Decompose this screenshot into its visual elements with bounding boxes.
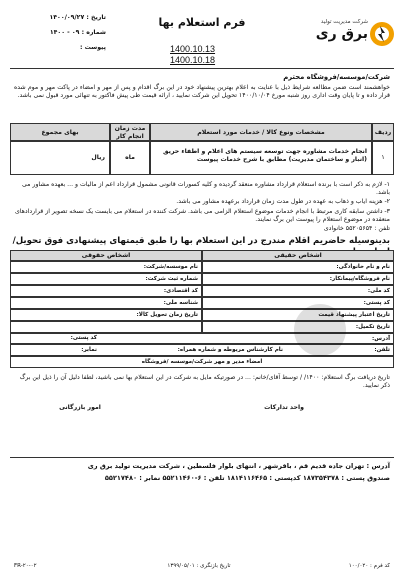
items-table (10, 123, 394, 175)
phone-label[interactable]: تلفن: (374, 347, 390, 353)
row-total: ریال (10, 141, 110, 175)
term-3: ۳- داشتن سابقه کاری مرتبط با انجام خدمات موضوع استعلام الزامی می باشد. شرکت کننده در استعلام می بایست یک نسخه تصویر از قراردادهای منعقده در موضوع استعلام را پیوست این برگ نمایند. (14, 208, 390, 223)
real-validity-field[interactable]: تاریخ اعتبار پیشنهاد قیمت (202, 309, 394, 321)
legal-company-field[interactable]: نام موسسه/شرکت: (10, 261, 202, 273)
term-2: ۲- هزینه ایاب و ذهاب به عهده در طول مدت زمان قرارداد برعهده مشاور می باشد. (176, 198, 390, 205)
rep-label[interactable]: نام کارشناس مربوطه و شماره همراه: (177, 347, 283, 353)
real-name-field[interactable]: نام و نام خانوادگی: (202, 261, 394, 273)
issue-date: تاریخ بازنگری : ۱۳۹۹/۰۵/۰۱ (167, 563, 231, 569)
legal-delivery-field[interactable]: تاریخ زمان تحویل کالا: (10, 309, 202, 321)
term-1: ۱- لازم به ذکر است با برنده استعلام قرارداد مشاوره منعقد گردیده و کلیه کسورات قانونی مشمول قرارداد اعم از مالیات و ... بعهده مشاور می باشد. (22, 181, 390, 196)
row-duration: ماه (110, 141, 150, 175)
row-description: انجام خدمات مشاوره جهت توسعه سیستم های اعلام و اطفاء حریق (انبار و ساختمان مدیریت) مطابق با شرح خدمات پیوست (150, 141, 372, 175)
fax-label[interactable]: نمابر: (81, 347, 97, 353)
legal-econ-code-field[interactable]: کد اقتصادی: (10, 285, 202, 297)
legal-reg-field[interactable]: شماره ثبت شرکت: (10, 273, 202, 285)
company-logo (294, 14, 394, 54)
company-big-name: برق ری (315, 26, 368, 42)
signature-field[interactable]: امضاء مدیر و مهر شرکت/موسسه /فروشگاه (10, 356, 394, 368)
real-postal-field[interactable]: کد پستی: (202, 297, 394, 309)
legal-national-id-field[interactable]: شناسه ملی: (10, 297, 202, 309)
form-code-left: FR-۲۰-۰۲ (14, 563, 37, 569)
real-national-id-field[interactable]: کد ملی: (202, 285, 394, 297)
title-date-2: 1400.10.18 (170, 55, 216, 65)
footer-divider (10, 457, 394, 458)
offer-title: بدینوسیله حاضریم اقلام مندرج در این استعلام بها را طبق قیمتهای پیشنهادی فوق تحویل/ (12, 236, 390, 246)
watermark (60, 300, 350, 360)
real-completion-field[interactable]: تاریخ تکمیل: (202, 321, 394, 333)
company-small-name: شرکت مدیریت تولید (320, 19, 368, 25)
recipient-heading: شرکت/موسسه/فروشگاه محترم (283, 73, 390, 81)
title-date-1: 1400.10.13 (170, 44, 216, 54)
form-title: فرم استعلام بها (158, 16, 246, 29)
col-time-header: مدت زمان انجام کار (110, 123, 150, 141)
intro-paragraph: خواهشمند است ضمن مطالعه شرایط ذیل با عنایت به اعلام بهترین پیشنهاد خود در این برگ اقدام و پس از مهر و امضاء در پاکت مهر و موم شده قرار داده و تا پایان وقت اداری روز شنبه مورخ ۱۴۰۰/۱۰/۰۴ تحویل این شرکت نمایید ، ارائه قیمت طی پیش فاکتور به تنهائی مورد قبول نمی باشد. (14, 84, 390, 99)
col-total-header: بهای مجموع (10, 123, 110, 141)
col-desc-header: مشخصات ونوع کالا / خدمات مورد استعلام (150, 123, 372, 141)
receipt-note: تاریخ دریافت برگ استعلام: ۱۴۰۰/ / توسط آقای/خانم: ... در صورتیکه مایل به شرکت در این استعلام بها نمی باشید، لطفا دلیل آن را ذیل این برگ ذکر نمایید. (19, 374, 390, 389)
term-phone: تلفن : ۵۵۲۰۵۶۵۴ خانوادی (323, 225, 390, 232)
form-code-right: کد فرم : ۱۰۰/۰۲۰ (348, 563, 390, 569)
legal-persons-header: اشخاص حقوقی (10, 250, 202, 261)
row-number: ۱ (372, 141, 394, 175)
attachment-label: پیوست : (80, 44, 106, 51)
commerce-affairs-label: امور بازرگانی (59, 404, 101, 411)
col-row-header: ردیف (372, 123, 394, 141)
real-shop-field[interactable]: نام فروشگاه/پیمانکار: (202, 273, 394, 285)
real-persons-header: اشخاص حقیقی (202, 250, 394, 261)
date-label: تاریخ : ۱۴۰۰/۰۹/۲۷ (49, 14, 106, 21)
postal-label[interactable]: کد پستی: (70, 335, 97, 341)
notes-area[interactable] (10, 418, 394, 454)
supply-unit-label: واحد تدارکات (264, 404, 304, 411)
address-field[interactable]: آدرس: (10, 333, 394, 344)
footer-postal: صندوق پستی : ۱۸۷۳۵۴۳۷۸ کدپستی : ۱۸۱۴۱۱۶۴۶۵ تلفن : ۶-۵۵۲۱۱۴۶۰ نمابر : ۵۵۲۱۷۴۸۰ (104, 474, 390, 482)
footer-address: آدرس : تهران جاده قدیم قم ، باقرشهر ، انتهای بلوار فلسطین ، شرکت مدیریت تولید برق ری (87, 462, 390, 470)
header-divider (10, 68, 394, 69)
number-label: شماره : ۰۹ - ۱۴۰۰ (49, 29, 106, 36)
